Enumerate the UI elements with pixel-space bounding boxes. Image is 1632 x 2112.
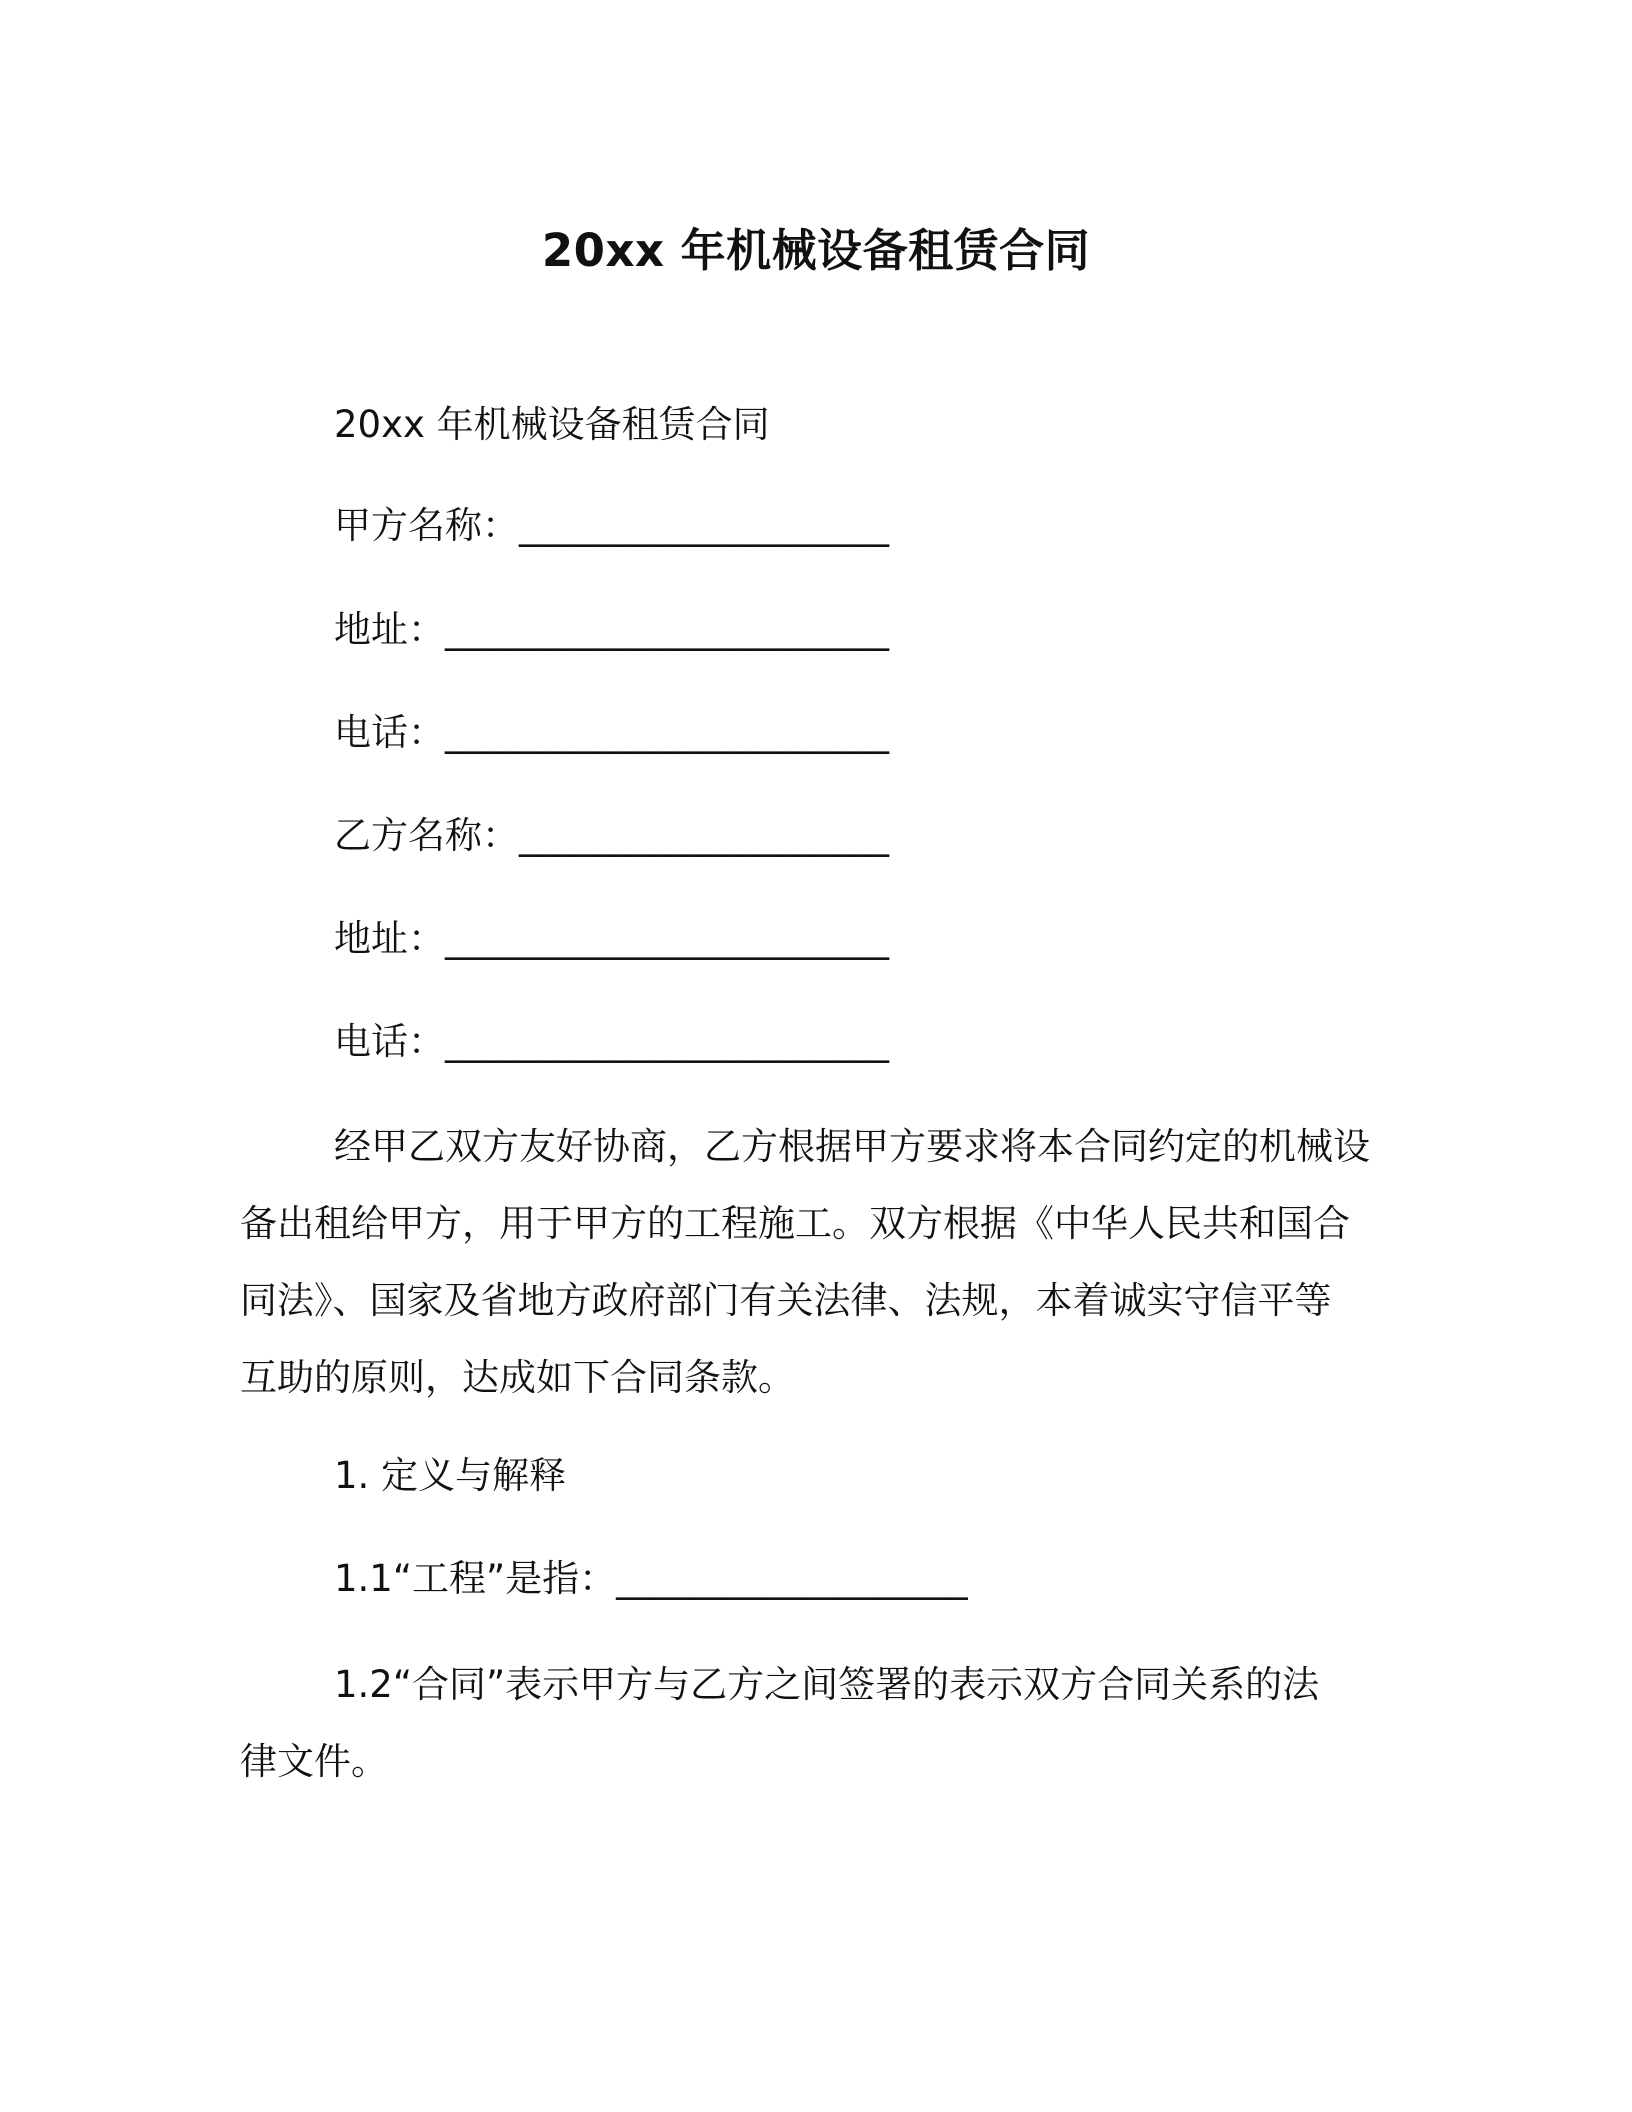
party-b-name-field: 乙方名称：____________________ xyxy=(334,814,889,857)
intro-paragraph xyxy=(240,1108,1380,1416)
section-heading: 1. 定义与解释 xyxy=(334,1454,567,1497)
intro-line: 经甲乙双方友好协商，乙方根据甲方要求将本合同约定的机械设 xyxy=(334,1125,1370,1168)
clause-line: 律文件。 xyxy=(240,1740,388,1783)
intro-line: 互助的原则，达成如下合同条款。 xyxy=(240,1356,795,1399)
clause-line: 1.2“合同”表示甲方与乙方之间签署的表示双方合同关系的法 xyxy=(334,1663,1320,1706)
clause-1-2 xyxy=(240,1646,1380,1800)
party-b-address-field: 地址：________________________ xyxy=(334,917,889,960)
intro-line: 备出租给甲方，用于甲方的工程施工。双方根据《中华人民共和国合 xyxy=(240,1202,1350,1245)
party-a-phone-field: 电话：________________________ xyxy=(334,711,889,754)
intro-line: 同法》、国家及省地方政府部门有关法律、法规，本着诚实守信平等 xyxy=(240,1279,1332,1322)
party-a-address-field: 地址：________________________ xyxy=(334,608,889,651)
contract-subtitle: 20xx 年机械设备租赁合同 xyxy=(334,403,770,446)
party-b-phone-field: 电话：________________________ xyxy=(334,1020,889,1063)
document-title: 20xx 年机械设备租赁合同 xyxy=(541,224,1091,277)
party-a-name-field: 甲方名称：____________________ xyxy=(334,504,889,547)
clause-1-1: 1.1“工程”是指：___________________ xyxy=(334,1557,968,1600)
